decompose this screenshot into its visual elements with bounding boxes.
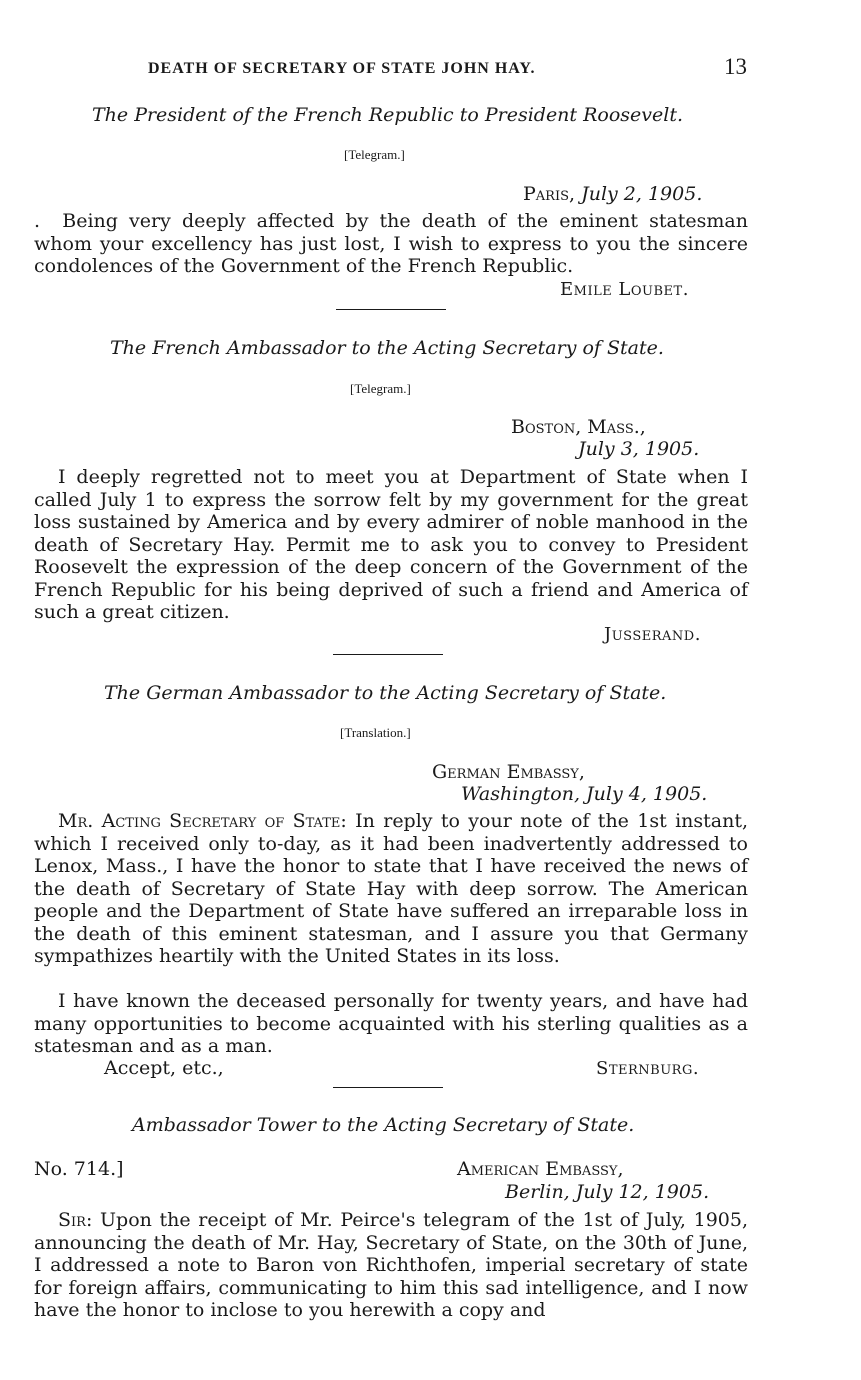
letter-4-title: Ambassador Tower to the Acting Secretary of State. bbox=[132, 1114, 635, 1136]
letter-4-place: American Embassy, bbox=[457, 1158, 624, 1180]
letter-1-note: [Telegram.] bbox=[344, 147, 405, 162]
letter-3-title: The German Ambassador to the Acting Secretary of State. bbox=[104, 682, 667, 704]
letter-1-place: Paris, bbox=[523, 183, 576, 205]
letter-4-body: Sir: Upon the receipt of Mr. Peirce's telegram of the 1st of July, 1905, announcing the death of Mr. Hay, Secretary of State, on the 30th of June, I addressed a note to Baron von Richthofen, imperial secretary of state for foreign affairs, communicating to him this sad intelligence, and I now have the honor to inclose to you herewith a copy and bbox=[34, 1209, 749, 1321]
letter-1-title: The President of the French Republic to President Roosevelt. bbox=[92, 104, 684, 126]
letter-3-body-2: I have known the deceased personally for twenty years, and have had many opportunities to become acquainted with his sterling qualities as a statesman and as a man. bbox=[34, 990, 748, 1057]
letter-1-signature: Emile Loubet. bbox=[560, 279, 689, 300]
separator-rule bbox=[333, 1087, 443, 1088]
letter-3-signature: Sternburg. bbox=[596, 1058, 700, 1079]
page-number: 13 bbox=[724, 54, 747, 79]
separator-rule bbox=[336, 309, 446, 310]
letter-3-note: [Translation.] bbox=[340, 725, 411, 740]
letter-1-body: . Being very deeply affected by the death of the eminent statesman whom your excellency has just lost, I wish to express to you the sincere condolences of the Government of the French Republic. bbox=[34, 210, 748, 277]
letter-2-note: [Telegram.] bbox=[350, 381, 411, 396]
letter-1-dateline bbox=[523, 183, 702, 205]
letter-2-body: I deeply regretted not to meet you at Department of State when I called July 1 to express the sorrow felt by my government for the great loss sustained by America and by every admirer of noble manhood in the death of Secretary Hay. Permit me to ask you to convey to President Roosevelt the expression of the deep concern of the Government of the French Republic for his being deprived of such a friend and America of such a great citizen. bbox=[34, 466, 748, 623]
letter-1-leading-mark: . bbox=[34, 210, 41, 232]
letter-2-signature: Jusserand. bbox=[604, 624, 701, 645]
letter-4-date: Berlin, July 12, 1905. bbox=[505, 1181, 710, 1203]
letter-4-salutation: Sir: bbox=[58, 1209, 93, 1231]
letter-1-date: July 2, 1905. bbox=[581, 183, 703, 205]
letter-3-salutation: Mr. Acting Secretary of State: bbox=[58, 810, 347, 832]
running-title: DEATH OF SECRETARY OF STATE JOHN HAY. bbox=[148, 60, 536, 77]
letter-2-title: The French Ambassador to the Acting Secretary of State. bbox=[110, 337, 664, 359]
letter-3-body: Mr. Acting Secretary of State: In reply to your note of the 1st instant, which I received only to-day, as it had been inadvertently addressed to Lenox, Mass., I have the honor to state that I have received the news of the death of Secretary of State Hay with deep sorrow. The American people and the Department of State have suffered an irreparable loss in the death of this eminent statesman, and I assure you that Germany sympathizes heartily with the United States in its loss. bbox=[34, 810, 749, 967]
letter-3-place: German Embassy, bbox=[432, 761, 585, 783]
separator-rule bbox=[333, 654, 443, 655]
letter-2-date: July 3, 1905. bbox=[578, 438, 700, 460]
letter-3-date: Washington, July 4, 1905. bbox=[461, 783, 708, 805]
letter-4-number: No. 714.] bbox=[34, 1158, 124, 1180]
letter-2-place: Boston, Mass., bbox=[511, 416, 646, 438]
letter-3-closing: Accept, etc., bbox=[104, 1057, 224, 1079]
